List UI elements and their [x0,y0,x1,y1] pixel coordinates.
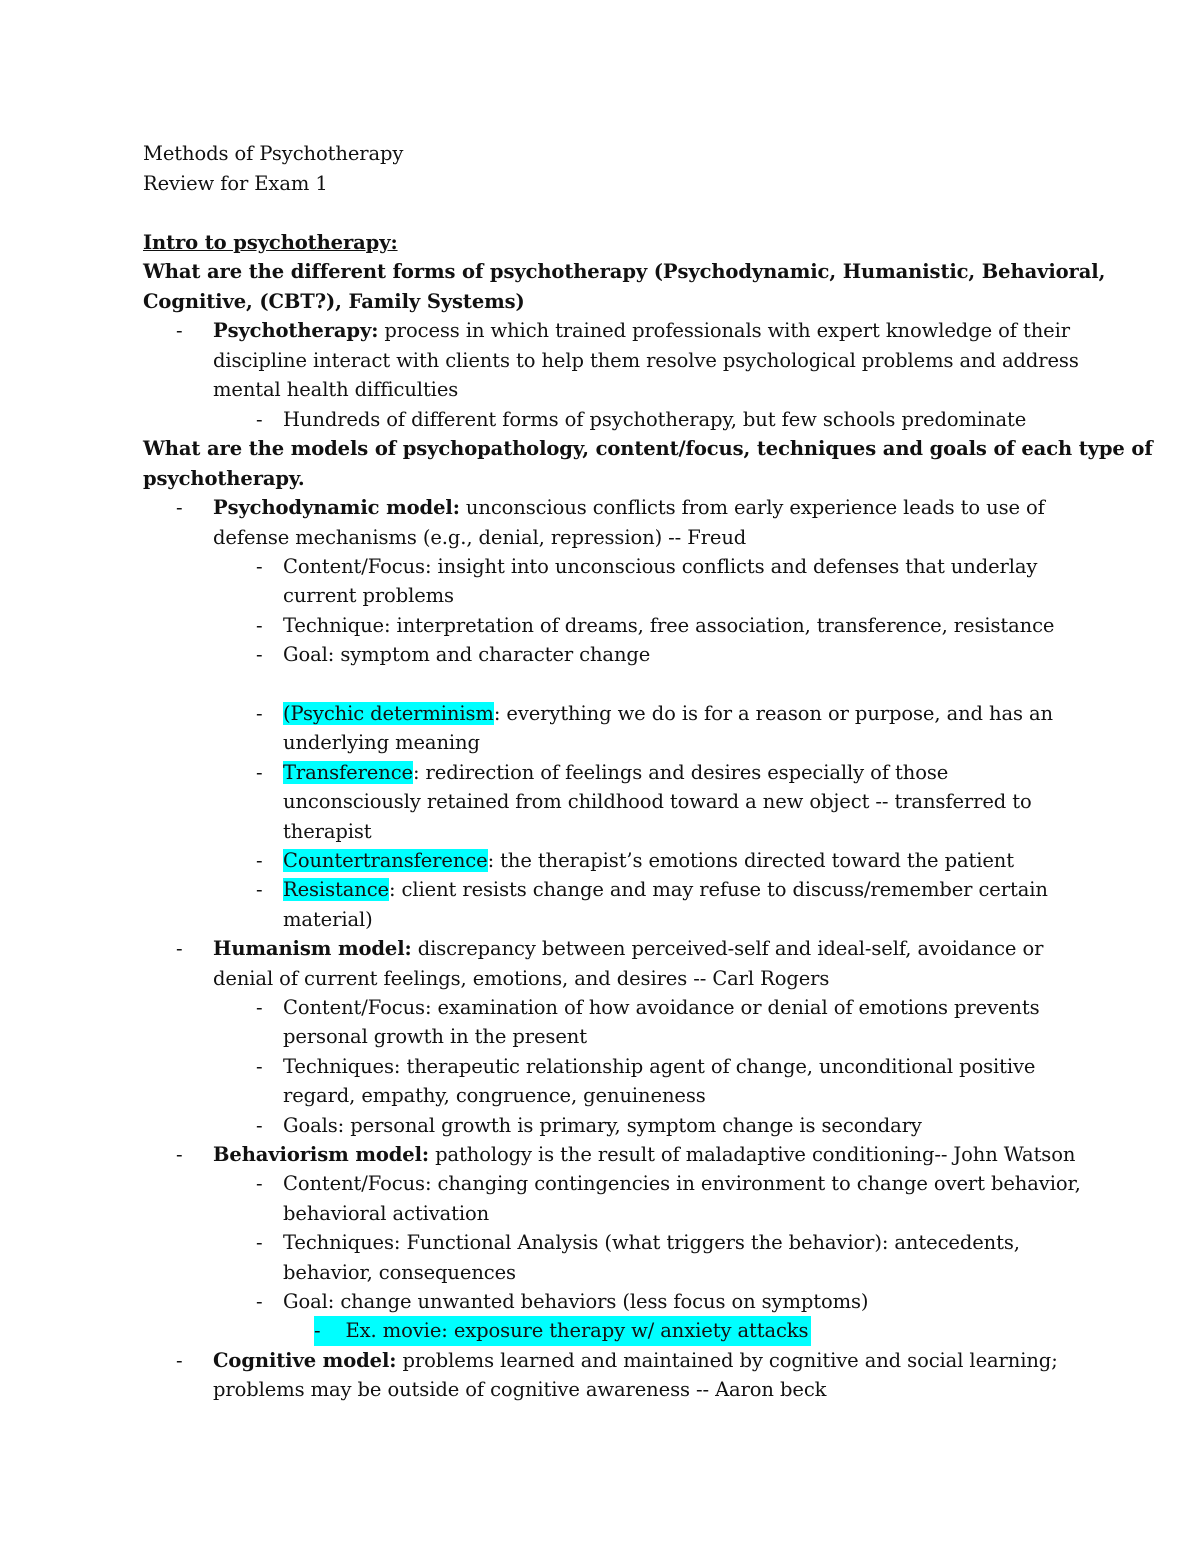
behaviorism-example: - Ex. movie: exposure therapy w/ anxiety attacks [314,1316,811,1346]
countertransference-term: Countertransference [283,849,488,872]
transference: Transference: redirection of feelings and desires especially of those [283,761,949,784]
cognitive-term: Cognitive model: [213,1349,397,1372]
behaviorism-content: Content/Focus: changing contingencies in environment to change overt behavior, [283,1172,1081,1195]
humanism-content: Content/Focus: examination of how avoidance or denial of emotions prevents [283,996,1040,1019]
psychodynamic-content-line2: current problems [283,584,454,607]
psychic-determinism-line2: underlying meaning [283,731,480,754]
humanism-content-line2: personal growth in the present [283,1025,587,1048]
humanism-model: Humanism model: discrepancy between perceived-self and ideal-self, avoidance or [213,937,1044,960]
humanism-techniques-line2: regard, empathy, congruence, genuineness [283,1084,706,1107]
countertransference: Countertransference: the therapist’s emotions directed toward the patient [283,849,1014,872]
humanism-term: Humanism model: [213,937,412,960]
behaviorism-model: Behaviorism model: pathology is the result of maladaptive conditioning-- John Watson [213,1143,1076,1166]
bullet-dash: - [256,702,263,725]
course-title: Methods of Psychotherapy [143,142,404,165]
psychodynamic-technique: Technique: interpretation of dreams, free association, transference, resistance [283,614,1055,637]
transference-line2: unconsciously retained from childhood toward a new object -- transferred to [283,790,1032,813]
example-dash: - [314,1319,321,1342]
resistance-line2: material) [283,908,373,931]
psychodynamic-goal: Goal: symptom and character change [283,643,651,666]
bullet-dash: - [256,849,263,872]
psychotherapy-definition-line3: mental health difficulties [213,378,459,401]
behaviorism-term: Behaviorism model: [213,1143,430,1166]
bullet-dash: - [256,643,263,666]
bullet-dash: - [256,996,263,1019]
psychotherapy-term: Psychotherapy: [213,319,379,342]
bullet-dash: - [256,408,263,431]
question-models-line2: psychotherapy. [143,467,305,490]
humanism-model-line2: denial of current feelings, emotions, and desires -- Carl Rogers [213,967,830,990]
bullet-dash: - [256,1172,263,1195]
transference-term: Transference [283,761,413,784]
subtitle: Review for Exam 1 [143,172,328,195]
bullet-dash: - [256,1114,263,1137]
psychotherapy-definition: Psychotherapy: process in which trained professionals with expert knowledge of their [213,319,1070,342]
question-forms-line1: What are the different forms of psychotherapy (Psychodynamic, Humanistic, Behavioral, [143,260,1106,283]
intro-heading: Intro to psychotherapy: [143,231,398,254]
bullet-dash: - [176,937,183,960]
cognitive-model-line2: problems may be outside of cognitive awareness -- Aaron beck [213,1378,827,1401]
psychodynamic-model-line2: defense mechanisms (e.g., denial, repression) -- Freud [213,526,747,549]
humanism-techniques: Techniques: therapeutic relationship agent of change, unconditional positive [283,1055,1036,1078]
bullet-dash: - [176,319,183,342]
resistance: Resistance: client resists change and may refuse to discuss/remember certain [283,878,1048,901]
question-models-line1: What are the models of psychopathology, content/focus, techniques and goals of each type of [143,437,1153,460]
transference-line3: therapist [283,820,372,843]
behaviorism-goal: Goal: change unwanted behaviors (less focus on symptoms) [283,1290,869,1313]
bullet-dash: - [256,614,263,637]
bullet-dash: - [256,1055,263,1078]
hundreds-forms-note: Hundreds of different forms of psychotherapy, but few schools predominate [283,408,1027,431]
humanism-goals: Goals: personal growth is primary, symptom change is secondary [283,1114,922,1137]
bullet-dash: - [256,878,263,901]
psychodynamic-content: Content/Focus: insight into unconscious conflicts and defenses that underlay [283,555,1038,578]
bullet-dash: - [176,496,183,519]
bullet-dash: - [256,1290,263,1313]
resistance-term: Resistance [283,878,389,901]
bullet-dash: - [176,1349,183,1372]
psychic-determinism-term: (Psychic determinism [283,702,494,725]
behaviorism-techniques-line2: behavior, consequences [283,1261,516,1284]
behaviorism-content-line2: behavioral activation [283,1202,490,1225]
psychodynamic-term: Psychodynamic model: [213,496,460,519]
psychodynamic-model: Psychodynamic model: unconscious conflicts from early experience leads to use of [213,496,1045,519]
behaviorism-techniques: Techniques: Functional Analysis (what triggers the behavior): antecedents, [283,1231,1020,1254]
psychic-determinism: (Psychic determinism: everything we do is for a reason or purpose, and has an [283,702,1054,725]
question-forms-line2: Cognitive, (CBT?), Family Systems) [143,290,525,313]
bullet-dash: - [256,555,263,578]
bullet-dash: - [256,761,263,784]
bullet-dash: - [256,1231,263,1254]
cognitive-model: Cognitive model: problems learned and maintained by cognitive and social learning; [213,1349,1058,1372]
bullet-dash: - [176,1143,183,1166]
psychotherapy-definition-line2: discipline interact with clients to help them resolve psychological problems and address [213,349,1079,372]
